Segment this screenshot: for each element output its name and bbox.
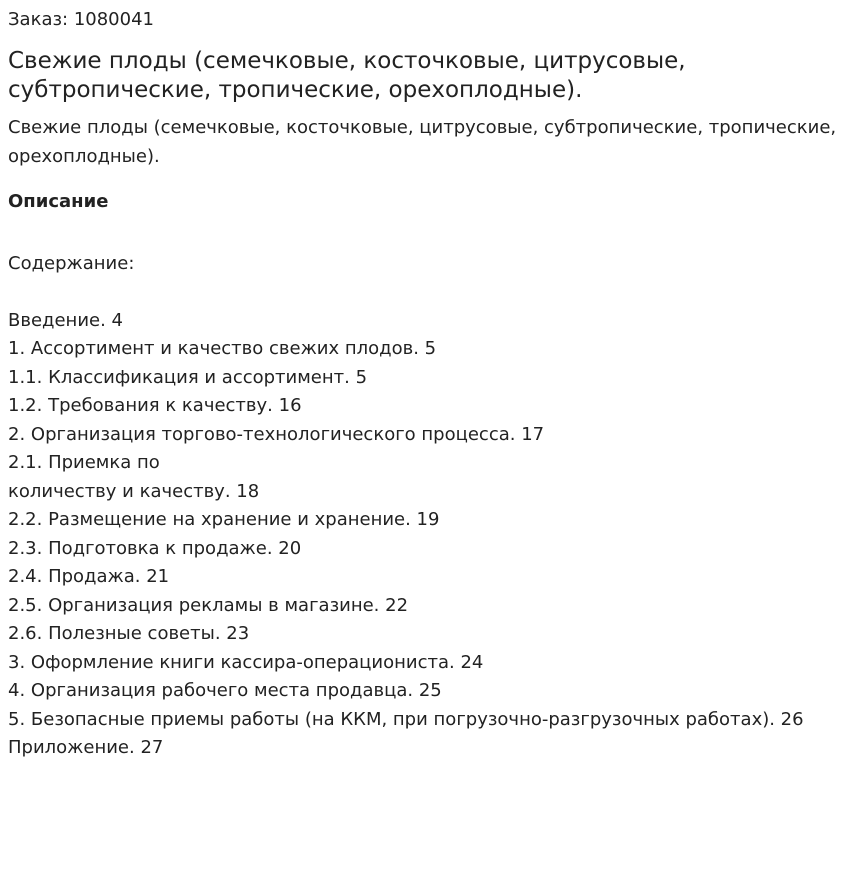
toc-item: 2.2. Размещение на хранение и хранение. 19 [8,509,440,530]
page-title: Свежие плоды (семечковые, косточковые, цитрусовые, субтропические, тропические, орехоплодные). [8,48,686,103]
toc-item: 1.1. Классификация и ассортимент. 5 [8,366,368,388]
toc-item: 2.6. Полезные советы. 23 [8,623,250,644]
toc-item: Приложение. 27 [8,737,164,758]
toc-item: 2.4. Продажа. 21 [8,566,170,587]
toc-item: 5. Безопасные приемы работы (на ККМ, при погрузочно-разгрузочных работах). 26 [8,708,804,730]
contents-label: Содержание: [8,253,135,274]
order-number: Заказ: 1080041 [8,9,154,30]
toc-item: 1. Ассортимент и качество свежих плодов. 5 [8,338,437,359]
toc-item: 2.1. Приемка по [8,452,160,473]
toc-item: 2.5. Организация рекламы в магазине. 22 [8,594,409,616]
toc-item: 2. Организация торгово-технологического процесса. 17 [8,423,545,445]
description-heading: Описание [8,191,109,212]
toc-item: 3. Оформление книги кассира-операциониста. 24 [8,651,484,673]
toc-item: 2.3. Подготовка к продаже. 20 [8,537,302,559]
page-subtitle: Свежие плоды (семечковые, косточковые, цитрусовые, субтропические, тропические, орехоплодные). [8,117,837,167]
table-of-contents [8,307,839,763]
toc-item: количеству и качеству. 18 [8,480,260,502]
toc-item: 4. Организация рабочего места продавца. 25 [8,680,442,701]
toc-item: Введение. 4 [8,309,123,331]
toc-item: 1.2. Требования к качеству. 16 [8,395,302,416]
